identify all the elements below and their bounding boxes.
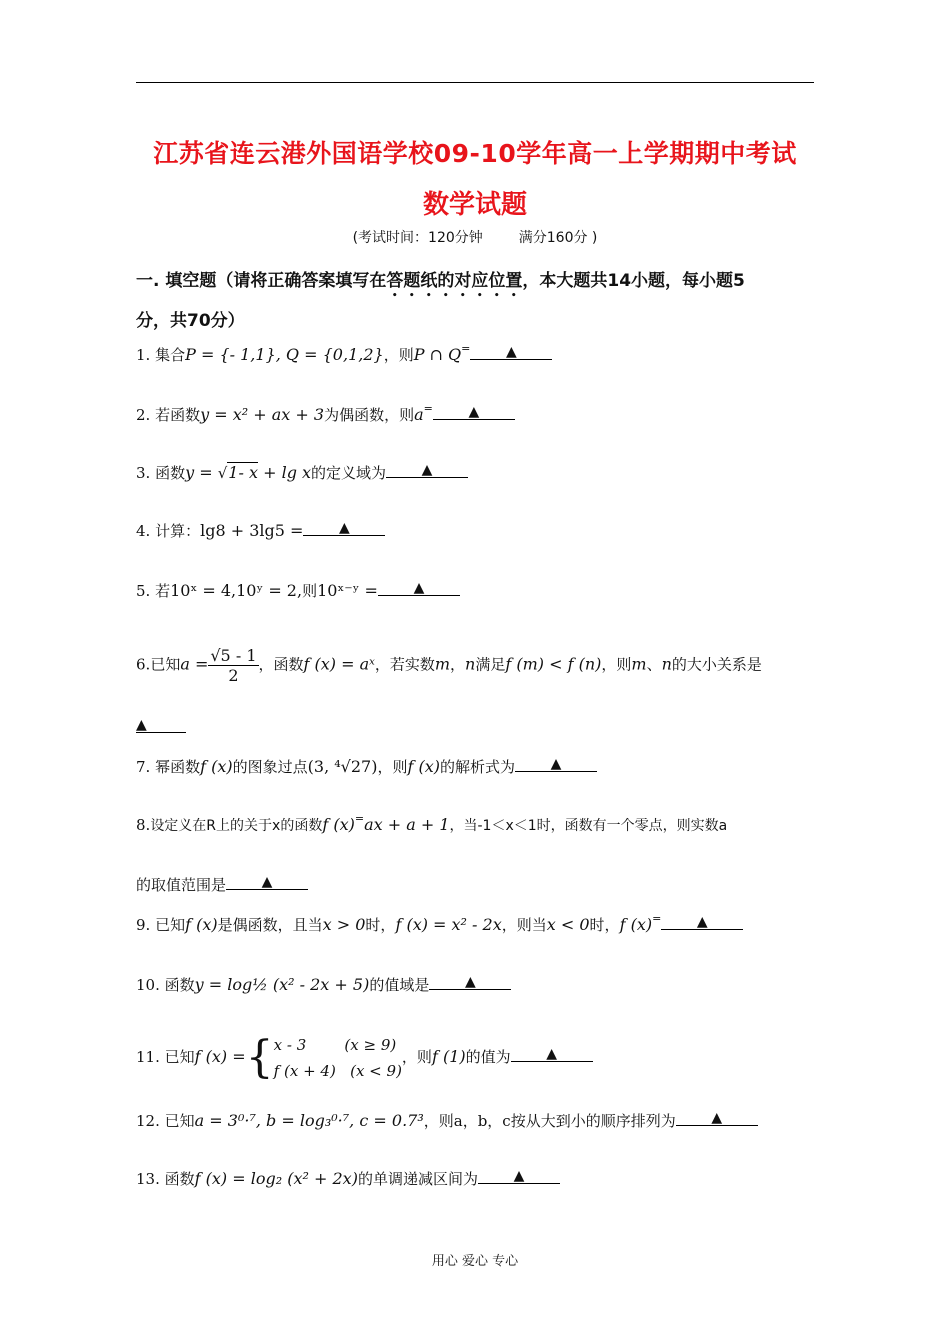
answer-blank: ▲ — [303, 521, 385, 536]
question-10: 10. 函数y = log½ (x² - 2x + 5)的值域是 ▲ — [136, 974, 826, 995]
fraction: $\frac{√5 - 1}{2}$ — [210, 646, 257, 685]
answer-blank: ▲ — [515, 757, 597, 772]
question-6: 6.已知a = $\frac{√5 - 1}{2}$ ，函数f (x) = aˣ，若实数m，n满足f (m) < f (n)，则m、n的大小关系是 — [136, 646, 762, 685]
question-11: 11. 已知f (x) ={ x - 3 (x ≥ 9) f (x + 4) (x < 9) ，则f (1)的值为 ▲ — [136, 1032, 826, 1084]
section-heading-line2: 分，共70分） — [136, 311, 245, 331]
header-rule — [136, 82, 814, 83]
question-1: 1. 集合P = {- 1,1}, Q = {0,1,2}，则P ∩ Q= ▲ — [136, 342, 826, 365]
exam-subtitle: 数学试题 — [422, 190, 527, 220]
answer-blank: ▲ — [676, 1111, 758, 1126]
answer-blank: ▲ — [386, 463, 468, 478]
cases: x - 3 (x ≥ 9) f (x + 4) (x < 9) — [273, 1036, 402, 1080]
exam-title: 江苏省连云港外国语学校09-10学年高一上学期期中考试 — [153, 139, 797, 168]
question-4: 4. 计算：lg8 + 3lg5 = ▲ — [136, 520, 826, 541]
answer-blank: ▲ — [378, 581, 460, 596]
answer-blank: ▲ — [136, 718, 186, 733]
question-8-line2: 的取值范围是 ▲ — [136, 874, 826, 895]
exam-score: 满分160分 ) — [518, 230, 598, 246]
answer-blank: ▲ — [511, 1047, 593, 1062]
question-9: 9. 已知f (x)是偶函数，且当x > 0时，f (x) = x² - 2x，则当x < 0时，f (x)= ▲ — [136, 912, 826, 935]
question-12: 12. 已知a = 3⁰·⁷, b = log₃⁰·⁷, c = 0.7³，则a，b，c按从大到小的顺序排列为 ▲ — [136, 1110, 826, 1131]
answer-blank: ▲ — [433, 405, 515, 420]
cases-brace: { — [245, 1032, 274, 1083]
question-6-blank — [136, 718, 826, 737]
page-footer: 用心 爱心 专心 — [431, 1254, 519, 1269]
answer-blank: ▲ — [429, 975, 511, 990]
question-7: 7. 幂函数f (x)的图象过点(3, ⁴√27)，则f (x)的解析式为 ▲ — [136, 756, 826, 777]
question-2: 2. 若函数y = x² + ax + 3为偶函数，则a= ▲ — [136, 402, 826, 425]
section-heading: 一. 填空题（请将正确答案填写在答题纸的对应位置，本大题共14小题，每小题5 — [136, 271, 745, 291]
answer-blank: ▲ — [478, 1169, 560, 1184]
answer-blank: ▲ — [226, 875, 308, 890]
question-3: 3. 函数y = √1- x + lg x的定义域为 ▲ — [136, 462, 826, 483]
exam-time: (考试时间：120分钟 — [352, 230, 483, 246]
answer-blank: ▲ — [470, 345, 552, 360]
question-5: 5. 若10ˣ = 4,10ʸ = 2,则10ˣ⁻ʸ = ▲ — [136, 580, 826, 601]
exam-meta — [0, 227, 950, 247]
question-8: 8.设定义在R上的关于x的函数f (x)=ax + a + 1，当-1＜x＜1时，函数有一个零点，则实数a — [136, 812, 728, 834]
question-13: 13. 函数f (x) = log₂ (x² + 2x)的单调递减区间为 ▲ — [136, 1168, 826, 1189]
answer-blank: ▲ — [661, 915, 743, 930]
